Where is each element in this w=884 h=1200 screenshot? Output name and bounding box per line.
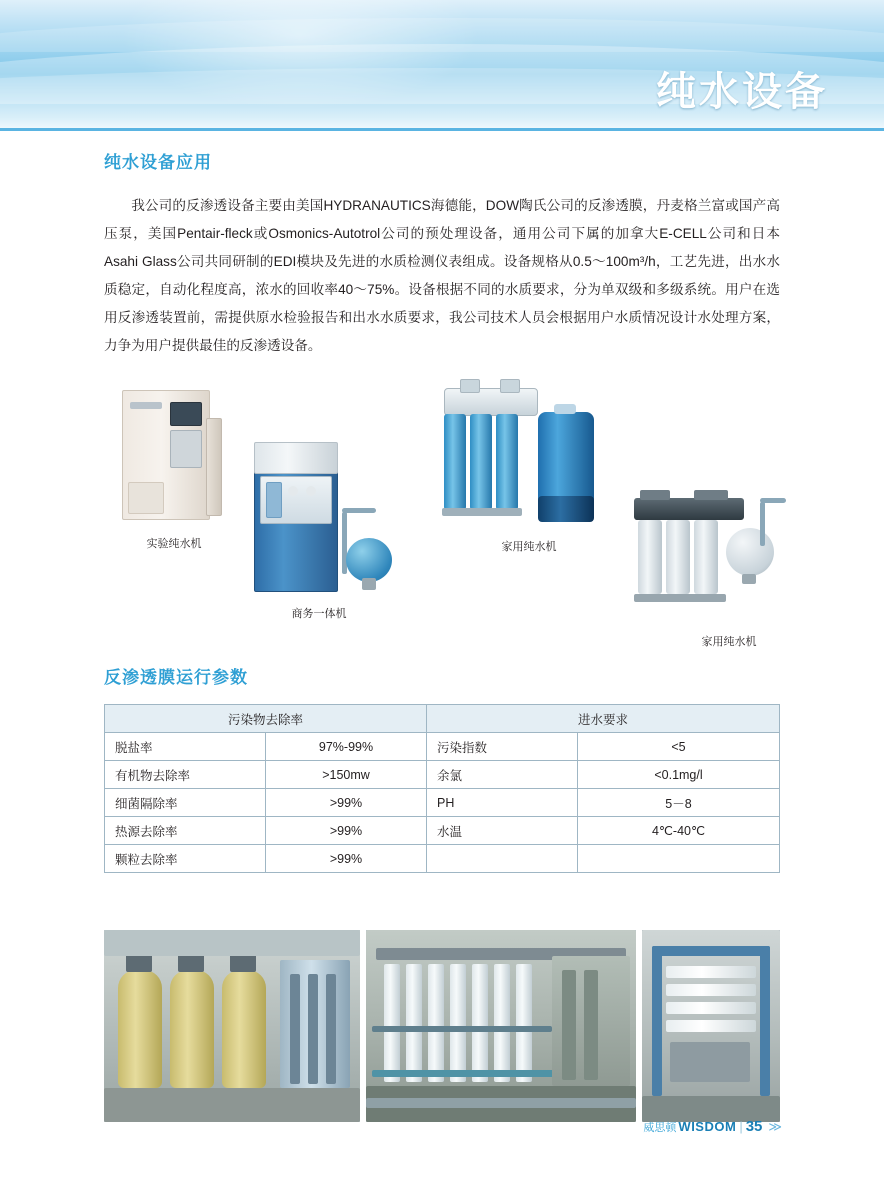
brand-name-cn: 威思顿 [643, 1122, 677, 1134]
cell-value2: 4℃-40℃ [578, 817, 780, 845]
cell-label2: 水温 [427, 817, 578, 845]
product-image-row [104, 380, 804, 655]
table-row [105, 845, 780, 873]
facility-photo-row [104, 930, 780, 1122]
footer-separator: | [739, 1119, 743, 1134]
table-row [105, 761, 780, 789]
cell-value: >99% [266, 845, 427, 873]
page-footer [643, 1118, 780, 1135]
cell-value: >99% [266, 817, 427, 845]
product-caption-3: 家用纯水机 [501, 541, 557, 553]
table-row [105, 789, 780, 817]
cell-value2: <5 [578, 733, 780, 761]
product-image-household-machine-2 [634, 498, 794, 628]
facility-photo-skid-unit [642, 930, 780, 1122]
section-title-parameters: 反渗透膜运行参数 [104, 668, 248, 687]
table-head [105, 705, 780, 733]
section-title-application: 纯水设备应用 [104, 153, 212, 172]
chevron-right-icon: ≫ [768, 1119, 780, 1134]
product-image-commercial-machine [254, 442, 384, 592]
product-caption-1: 实验纯水机 [146, 538, 202, 550]
facility-photo-filter-tanks [104, 930, 360, 1122]
product-image-lab-water-machine [122, 390, 222, 520]
cell-value2: <0.1mg/l [578, 761, 780, 789]
banner-divider [0, 128, 884, 131]
cell-value: >150mw [266, 761, 427, 789]
cell-label2: 污染指数 [427, 733, 578, 761]
table-header-row [105, 705, 780, 733]
table-row [105, 817, 780, 845]
page-number: 35 [745, 1118, 763, 1135]
cell-label2: PH [427, 789, 578, 817]
ro-membrane-parameters-table [104, 704, 780, 873]
cell-label2: 余氯 [427, 761, 578, 789]
cell-label2 [427, 845, 578, 873]
cell-label: 有机物去除率 [105, 761, 266, 789]
product-caption-2: 商务一体机 [291, 608, 347, 620]
brand-name-en: WISDOM [678, 1119, 737, 1134]
facility-photo-ro-membrane-racks [366, 930, 636, 1122]
cell-label: 颗粒去除率 [105, 845, 266, 873]
cell-value2: 5－8 [578, 789, 780, 817]
cell-value: >99% [266, 789, 427, 817]
cell-label: 热源去除率 [105, 817, 266, 845]
cell-value2 [578, 845, 780, 873]
cell-label: 脱盐率 [105, 733, 266, 761]
table-row [105, 733, 780, 761]
product-caption-4: 家用纯水机 [701, 636, 757, 648]
table-body [105, 733, 780, 873]
page-title: 纯水设备 [656, 69, 828, 115]
table-header-feed-requirement: 进水要求 [427, 705, 780, 733]
product-image-household-machine-1 [434, 388, 624, 533]
cell-label: 细菌隔除率 [105, 789, 266, 817]
application-body-text: 我公司的反渗透设备主要由美国HYDRANAUTICS海德能，DOW陶氏公司的反渗透膜，丹麦格兰富或国产高压泵，美国Pentair-fleck或Osmonics-Autotrol公司的预处理设备，通用公司下属的加拿大E-CELL公司和日本Asahi Glass公司共同研制的EDI模块及先进的水质检测仪表组成。设备规格从0.5～100m³/h，工艺先进，出水水质稳定，自动化程度高，浓水的回收率40～75%。设备根据不同的水质要求，分为单双级和多级系统。用户在选用反渗透装置前，需提供原水检验报告和出水水质要求，我公司技术人员会根据用户水质情况设计水处理方案，力争为用户提供最佳的反渗透设备。 [104, 198, 780, 353]
table-header-removal-rate: 污染物去除率 [105, 705, 427, 733]
cell-value: 97%-99% [266, 733, 427, 761]
